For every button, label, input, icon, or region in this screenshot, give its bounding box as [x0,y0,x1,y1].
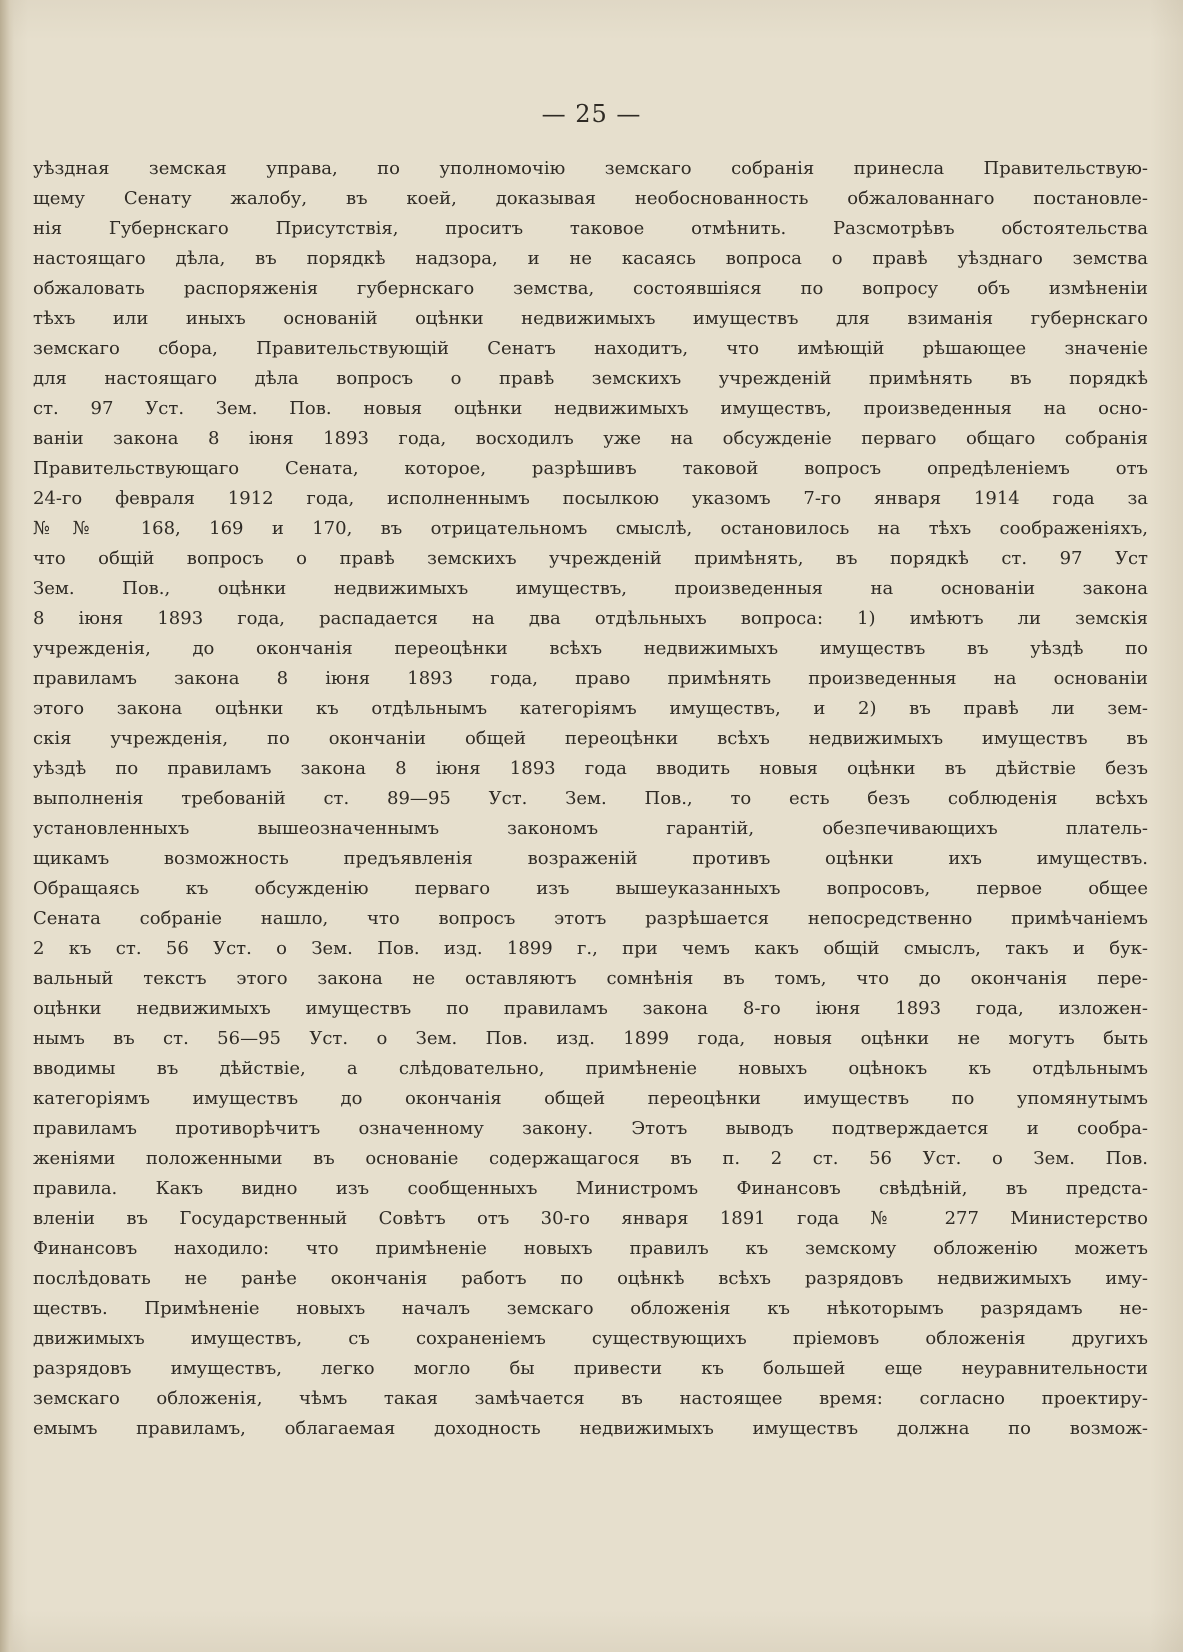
text-line: движимыхъ имуществъ, съ сохраненіемъ существующихъ пріемовъ обложенія другихъ [33,1328,1148,1349]
text-line: разрядовъ имуществъ, легко могло бы привести къ большей еще неуравнительности [33,1358,1148,1379]
text-line: нымъ въ ст. 56—95 Уст. о Зем. Пов. изд. 1899 года, новыя оцѣнки не могутъ быть [33,1028,1148,1049]
text-line: правиламъ закона 8 іюня 1893 года, право примѣнять произведенныя на основаніи [33,668,1148,689]
text-line: послѣдовать не ранѣе окончанія работъ по оцѣнкѣ всѣхъ разрядовъ недвижимыхъ иму- [33,1268,1148,1289]
text-line: категоріямъ имуществъ до окончанія общей переоцѣнки имуществъ по упомянутымъ [33,1088,1148,1109]
text-line: скія учрежденія, по окончаніи общей переоцѣнки всѣхъ недвижимыхъ имуществъ въ [33,728,1148,749]
text-line: Зем. Пов., оцѣнки недвижимыхъ имуществъ, произведенныя на основаніи закона [33,578,1148,599]
text-line: женіями положенными въ основаніе содержащагося въ п. 2 ст. 56 Уст. о Зем. Пов. [33,1148,1148,1169]
text-line: что общій вопросъ о правѣ земскихъ учрежденій примѣнять, въ порядкѣ ст. 97 Уст [33,548,1148,569]
text-line: Обращаясь къ обсужденію перваго изъ вышеуказанныхъ вопросовъ, первое общее [33,878,1148,899]
text-line: этого закона оцѣнки къ отдѣльнымъ категоріямъ имуществъ, и 2) въ правѣ ли зем- [33,698,1148,719]
text-line: вальный текстъ этого закона не оставляютъ сомнѣнія въ томъ, что до окончанія пере- [33,968,1148,989]
text-line: нія Губернскаго Присутствія, проситъ таковое отмѣнить. Разсмотрѣвъ обстоятельства [33,218,1148,239]
text-line: настоящаго дѣла, въ порядкѣ надзора, и не касаясь вопроса о правѣ уѣзднаго земства [33,248,1148,269]
text-line: вводимы въ дѣйствіе, а слѣдовательно, примѣненіе новыхъ оцѣнокъ къ отдѣльнымъ [33,1058,1148,1079]
text-line: ваніи закона 8 іюня 1893 года, восходилъ уже на обсужденіе перваго общаго собранія [33,428,1148,449]
text-line: обжаловать распоряженія губернскаго земства, состоявшіяся по вопросу объ измѣненіи [33,278,1148,299]
text-line: уѣздѣ по правиламъ закона 8 іюня 1893 года вводить новыя оцѣнки въ дѣйствіе безъ [33,758,1148,779]
text-line: 2 къ ст. 56 Уст. о Зем. Пов. изд. 1899 г., при чемъ какъ общій смыслъ, такъ и бук- [33,938,1148,959]
text-line: правила. Какъ видно изъ сообщенныхъ Министромъ Финансовъ свѣдѣній, въ предста- [33,1178,1148,1199]
text-line: вленіи въ Государственный Совѣтъ отъ 30-го января 1891 года № 277 Министерство [33,1208,1148,1229]
text-line: №№ 168, 169 и 170, въ отрицательномъ смыслѣ, остановилось на тѣхъ соображеніяхъ, [33,518,1148,539]
text-line: установленныхъ вышеозначеннымъ закономъ гарантій, обезпечивающихъ платель- [33,818,1148,839]
text-line: Сената собраніе нашло, что вопросъ этотъ разрѣшается непосредственно примѣчаніемъ [33,908,1148,929]
text-line: правиламъ противорѣчитъ означенному закону. Этотъ выводъ подтверждается и сообра- [33,1118,1148,1139]
page-number: — 25 — [541,100,642,128]
text-line: Правительствующаго Сената, которое, разрѣшивъ таковой вопросъ опредѣленіемъ отъ [33,458,1148,479]
text-line: 8 іюня 1893 года, распадается на два отдѣльныхъ вопроса: 1) имѣютъ ли земскія [33,608,1148,629]
text-line: 24-го февраля 1912 года, исполненнымъ посылкою указомъ 7-го января 1914 года за [33,488,1148,509]
body-text [33,154,1148,1444]
text-line: ществъ. Примѣненіе новыхъ началъ земскаго обложенія къ нѣкоторымъ разрядамъ не- [33,1298,1148,1319]
text-line: земскаго сбора, Правительствующій Сенатъ находитъ, что имѣющій рѣшающее значеніе [33,338,1148,359]
page-binding-edge [0,0,14,1652]
text-line: тѣхъ или иныхъ основаній оцѣнки недвижимыхъ имуществъ для взиманія губернскаго [33,308,1148,329]
text-line: учрежденія, до окончанія переоцѣнки всѣхъ недвижимыхъ имуществъ въ уѣздѣ по [33,638,1148,659]
text-line: щему Сенату жалобу, въ коей, доказывая необоснованность обжалованнаго постановле- [33,188,1148,209]
text-line: ст. 97 Уст. Зем. Пов. новыя оцѣнки недвижимыхъ имуществъ, произведенныя на осно- [33,398,1148,419]
text-line: выполненія требованій ст. 89—95 Уст. Зем. Пов., то есть безъ соблюденія всѣхъ [33,788,1148,809]
text-line: щикамъ возможность предъявленія возраженій противъ оцѣнки ихъ имуществъ. [33,848,1148,869]
text-line: Финансовъ находило: что примѣненіе новыхъ правилъ къ земскому обложенію можетъ [33,1238,1148,1259]
text-line: земскаго обложенія, чѣмъ такая замѣчается въ настоящее время: согласно проектиру- [33,1388,1148,1409]
text-line: емымъ правиламъ, облагаемая доходность недвижимыхъ имуществъ должна по возмож- [33,1418,1148,1439]
text-line: оцѣнки недвижимыхъ имуществъ по правиламъ закона 8-го іюня 1893 года, изложен- [33,998,1148,1019]
text-line: уѣздная земская управа, по уполномочію земскаго собранія принесла Правительствую- [33,158,1148,179]
text-line: для настоящаго дѣла вопросъ о правѣ земскихъ учрежденій примѣнять въ порядкѣ [33,368,1148,389]
